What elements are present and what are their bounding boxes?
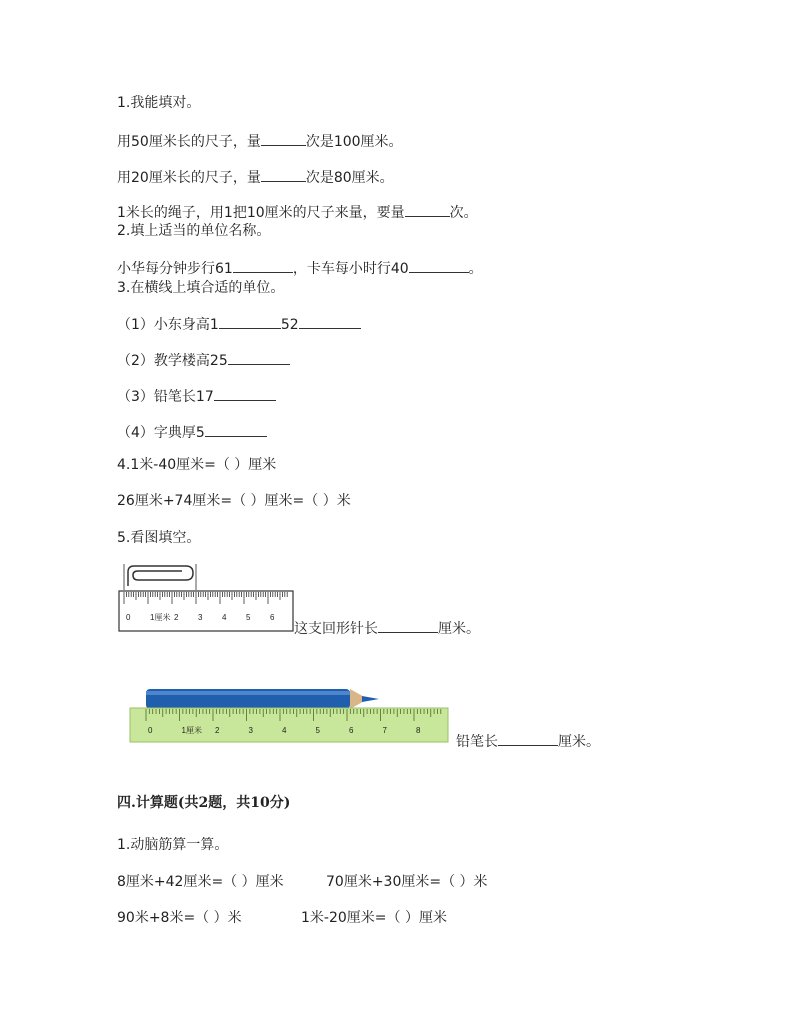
answer-blank[interactable]: [261, 131, 306, 146]
answer-blank[interactable]: [498, 731, 558, 746]
calc-2: 70厘米+30厘米=（ ）米: [326, 874, 488, 890]
paperclip-ruler-figure: [116, 562, 294, 634]
ruler-1: [119, 591, 293, 631]
q3-line-3: [117, 386, 276, 406]
q3-line-1-text: （1）小东身高1: [117, 317, 219, 333]
ruler-label: 7: [382, 726, 387, 735]
calc-3: 90米+8米=（ ）米: [117, 910, 242, 926]
ruler-label: 5: [246, 613, 251, 622]
ruler-label: 3: [248, 726, 253, 735]
answer-blank[interactable]: [205, 422, 267, 437]
answer-blank[interactable]: [299, 314, 361, 329]
paperclip-icon: [128, 566, 193, 586]
calc-row-2: [117, 909, 242, 927]
pencil-caption-suffix: 厘米。: [558, 734, 600, 750]
q2-line-1-text: 小华每分钟步行61: [117, 261, 233, 277]
q1-line-2-suffix: 次是80厘米。: [305, 170, 394, 186]
q1-line-3-suffix: 次。: [449, 205, 478, 221]
ruler-label: 3: [198, 613, 203, 622]
q1-line-3-text: 1米长的绳子，用1把10厘米的尺子来量，要量: [117, 205, 405, 221]
ruler-label: 1厘米: [150, 613, 171, 622]
q2-title: 2.填上适当的单位名称。: [117, 223, 271, 239]
ruler-2: [130, 708, 448, 742]
section4-heading: 四.计算题(共2题，共10分): [117, 795, 291, 811]
clip-caption-text: 这支回形针长: [294, 621, 378, 637]
calc-1: 8厘米+42厘米=（ ）厘米: [117, 874, 284, 890]
q1-title: 1.我能填对。: [117, 95, 201, 111]
ruler-label: 2: [174, 613, 179, 622]
calc-row-1: [117, 873, 284, 891]
pencil-caption: [456, 731, 600, 751]
q3-line-4-text: （4）字典厚5: [117, 425, 205, 441]
answer-blank[interactable]: [219, 314, 281, 329]
answer-blank[interactable]: [378, 618, 438, 633]
q3-line-2-text: （2）教学楼高25: [117, 353, 228, 369]
answer-blank[interactable]: [405, 202, 450, 217]
answer-blank[interactable]: [228, 350, 290, 365]
ruler-label: 4: [282, 726, 287, 735]
clip-caption-suffix: 厘米。: [438, 621, 480, 637]
q1-line-1-suffix: 次是100厘米。: [305, 134, 403, 150]
q1-line-1: [117, 131, 403, 151]
q3-line-2: [117, 350, 290, 370]
ruler-label: 8: [416, 726, 421, 735]
ruler-label: 2: [215, 726, 220, 735]
q3-title: 3.在横线上填合适的单位。: [117, 280, 285, 296]
clip-caption: [294, 618, 480, 638]
pencil-ruler-figure: [128, 686, 452, 746]
answer-blank[interactable]: [261, 167, 306, 182]
calc-4: 1米-20厘米=（ ）厘米: [301, 910, 447, 926]
q3-line-4: [117, 422, 267, 442]
pencil-caption-text: 铅笔长: [456, 734, 498, 750]
q3-line-1: [117, 314, 361, 334]
calc-row-1b: [326, 873, 488, 891]
q2-line-1: [117, 258, 483, 278]
q3-line-3-text: （3）铅笔长17: [117, 389, 214, 405]
ruler-label: 6: [270, 613, 275, 622]
q2-line-1-end: 。: [468, 261, 483, 277]
calc-row-2b: [301, 909, 447, 927]
answer-blank[interactable]: [214, 386, 276, 401]
q1-line-3: [117, 202, 478, 222]
pencil-icon: [146, 689, 379, 709]
answer-blank[interactable]: [233, 258, 293, 273]
ruler-label: 0: [126, 613, 131, 622]
q1-line-2-text: 用20厘米长的尺子，量: [117, 170, 261, 186]
q4-line-2: 26厘米+74厘米=（ ）厘米=（ ）米: [117, 493, 351, 509]
ruler-label: 6: [349, 726, 354, 735]
q5-title: 5.看图填空。: [117, 530, 201, 546]
answer-blank[interactable]: [409, 258, 469, 273]
ruler-label: 5: [315, 726, 320, 735]
q4-line-1: 4.1米-40厘米=（ ）厘米: [117, 457, 277, 473]
q1-line-1-text: 用50厘米长的尺子，量: [117, 134, 261, 150]
ruler-label: 1厘米: [181, 726, 202, 735]
ruler-label: 0: [148, 726, 153, 735]
q1-line-2: [117, 167, 394, 187]
ruler-label: 4: [222, 613, 227, 622]
q3-line-1-mid: 52: [280, 317, 299, 333]
q2-line-1-mid: ，卡车每小时行40: [292, 261, 409, 277]
section4-q1-title: 1.动脑筋算一算。: [117, 837, 229, 853]
